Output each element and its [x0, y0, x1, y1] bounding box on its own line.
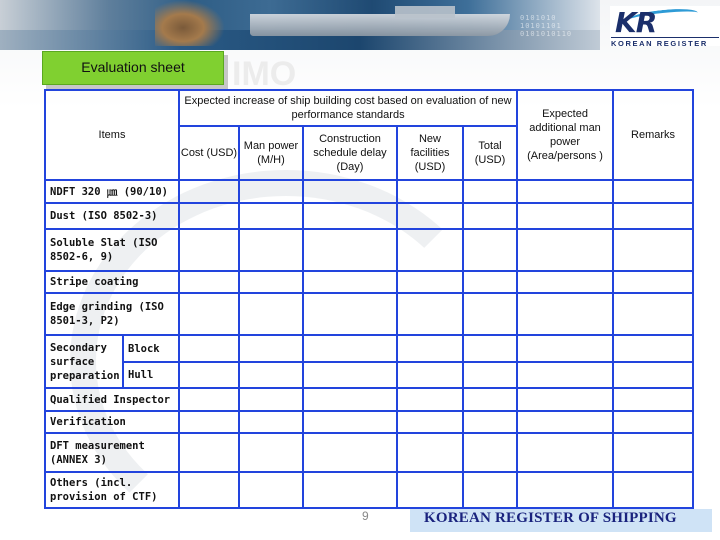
row-label-dust: Dust (ISO 8502-3)	[45, 203, 179, 229]
evaluation-table	[44, 89, 694, 509]
row-label-soluble-salt: Soluble Slat (ISO 8502-6, 9)	[45, 229, 179, 271]
cost-cell[interactable]	[179, 271, 239, 293]
facilities-cell[interactable]	[397, 271, 463, 293]
remarks-header: Remarks	[613, 90, 693, 180]
remarks-cell[interactable]	[613, 271, 693, 293]
cost-cell[interactable]	[179, 362, 239, 388]
remarks-cell[interactable]	[613, 362, 693, 388]
facilities-cell[interactable]	[397, 411, 463, 433]
new-facilities-header: New facilities (USD)	[397, 126, 463, 180]
row-label-block: Block	[123, 335, 179, 362]
cost-cell[interactable]	[179, 229, 239, 271]
man-power-cell[interactable]	[239, 388, 303, 411]
schedule-delay-header: Construction schedule delay (Day)	[303, 126, 397, 180]
additional-man-power-cell[interactable]	[517, 433, 613, 472]
schedule-cell[interactable]	[303, 362, 397, 388]
slide-title: Evaluation sheet	[42, 51, 224, 85]
row-label-stripe-coating: Stripe coating	[45, 271, 179, 293]
table-row	[45, 203, 693, 229]
table-row	[45, 433, 693, 472]
man-power-cell[interactable]	[239, 229, 303, 271]
remarks-cell[interactable]	[613, 433, 693, 472]
page-number: 9	[362, 509, 369, 523]
items-header: Items	[45, 90, 179, 180]
schedule-cell[interactable]	[303, 388, 397, 411]
facilities-cell[interactable]	[397, 203, 463, 229]
facilities-cell[interactable]	[397, 433, 463, 472]
additional-man-power-cell[interactable]	[517, 411, 613, 433]
row-label-edge-grinding: Edge grinding (ISO 8501-3, P2)	[45, 293, 179, 335]
total-cell[interactable]	[463, 180, 517, 203]
man-power-cell[interactable]	[239, 433, 303, 472]
schedule-cell[interactable]	[303, 433, 397, 472]
remarks-cell[interactable]	[613, 388, 693, 411]
facilities-cell[interactable]	[397, 388, 463, 411]
total-cell[interactable]	[463, 362, 517, 388]
cost-cell[interactable]	[179, 293, 239, 335]
total-cell[interactable]	[463, 203, 517, 229]
additional-man-power-cell[interactable]	[517, 229, 613, 271]
remarks-cell[interactable]	[613, 229, 693, 271]
table-row	[45, 362, 693, 388]
additional-man-power-header: Expected additional man power (Area/persons )	[517, 90, 613, 180]
table-row	[45, 388, 693, 411]
schedule-cell[interactable]	[303, 203, 397, 229]
man-power-cell[interactable]	[239, 180, 303, 203]
table-row	[45, 293, 693, 335]
total-cell[interactable]	[463, 411, 517, 433]
cost-cell[interactable]	[179, 411, 239, 433]
additional-man-power-cell[interactable]	[517, 335, 613, 362]
remarks-cell[interactable]	[613, 180, 693, 203]
total-cell[interactable]	[463, 433, 517, 472]
table-row	[45, 271, 693, 293]
cost-cell[interactable]	[179, 433, 239, 472]
remarks-cell[interactable]	[613, 293, 693, 335]
row-label-ndft: NDFT 320 ㎛ (90/10)	[45, 180, 179, 203]
table-row	[45, 335, 693, 362]
total-cell[interactable]	[463, 293, 517, 335]
cost-cell[interactable]	[179, 472, 239, 508]
row-label-verification: Verification	[45, 411, 179, 433]
schedule-cell[interactable]	[303, 293, 397, 335]
cost-cell[interactable]	[179, 203, 239, 229]
schedule-cell[interactable]	[303, 472, 397, 508]
additional-man-power-cell[interactable]	[517, 472, 613, 508]
total-cell[interactable]	[463, 229, 517, 271]
row-label-secondary-surface-preparation: Secondary surface preparation	[45, 335, 123, 388]
additional-man-power-cell[interactable]	[517, 180, 613, 203]
imo-watermark: IMO	[232, 55, 297, 93]
remarks-cell[interactable]	[613, 411, 693, 433]
cost-group-header: Expected increase of ship building cost based on evaluation of new performance standards	[179, 90, 517, 126]
kr-logo: KR	[615, 6, 657, 39]
row-label-hull: Hull	[123, 362, 179, 388]
table-row	[45, 229, 693, 271]
header-banner	[0, 0, 600, 50]
total-cell[interactable]	[463, 335, 517, 362]
man-power-cell[interactable]	[239, 362, 303, 388]
additional-man-power-cell[interactable]	[517, 203, 613, 229]
additional-man-power-cell[interactable]	[517, 293, 613, 335]
additional-man-power-cell[interactable]	[517, 271, 613, 293]
table-row	[45, 411, 693, 433]
man-power-cell[interactable]	[239, 203, 303, 229]
additional-man-power-cell[interactable]	[517, 362, 613, 388]
cost-header: Cost (USD)	[179, 126, 239, 180]
ship-superstructure-image	[395, 6, 455, 18]
facilities-cell[interactable]	[397, 293, 463, 335]
total-cell[interactable]	[463, 388, 517, 411]
row-label-qualified-inspector: Qualified Inspector	[45, 388, 179, 411]
footer-banner-text: KOREAN REGISTER OF SHIPPING	[424, 510, 677, 526]
facilities-cell[interactable]	[397, 335, 463, 362]
facilities-cell[interactable]	[397, 472, 463, 508]
remarks-cell[interactable]	[613, 335, 693, 362]
binary-decoration: 0101010 10101101 0101010110	[520, 14, 573, 38]
logo-subtitle: KOREAN REGISTER	[611, 37, 719, 48]
table-row	[45, 472, 693, 508]
man-power-cell[interactable]	[239, 293, 303, 335]
man-power-cell[interactable]	[239, 472, 303, 508]
bird-image	[155, 0, 225, 46]
remarks-cell[interactable]	[613, 203, 693, 229]
total-cell[interactable]	[463, 271, 517, 293]
schedule-cell[interactable]	[303, 180, 397, 203]
ship-image	[250, 14, 510, 36]
facilities-cell[interactable]	[397, 229, 463, 271]
cost-cell[interactable]	[179, 180, 239, 203]
cost-cell[interactable]	[179, 388, 239, 411]
facilities-cell[interactable]	[397, 362, 463, 388]
table-row	[45, 180, 693, 203]
man-power-cell[interactable]	[239, 335, 303, 362]
row-label-others: Others (incl. provision of CTF)	[45, 472, 179, 508]
schedule-cell[interactable]	[303, 271, 397, 293]
remarks-cell[interactable]	[613, 472, 693, 508]
total-header: Total (USD)	[463, 126, 517, 180]
additional-man-power-cell[interactable]	[517, 388, 613, 411]
schedule-cell[interactable]	[303, 411, 397, 433]
row-label-dft-measurement: DFT measurement (ANNEX 3)	[45, 433, 179, 472]
man-power-cell[interactable]	[239, 411, 303, 433]
man-power-cell[interactable]	[239, 271, 303, 293]
man-power-header: Man power (M/H)	[239, 126, 303, 180]
cost-cell[interactable]	[179, 335, 239, 362]
facilities-cell[interactable]	[397, 180, 463, 203]
schedule-cell[interactable]	[303, 335, 397, 362]
schedule-cell[interactable]	[303, 229, 397, 271]
total-cell[interactable]	[463, 472, 517, 508]
